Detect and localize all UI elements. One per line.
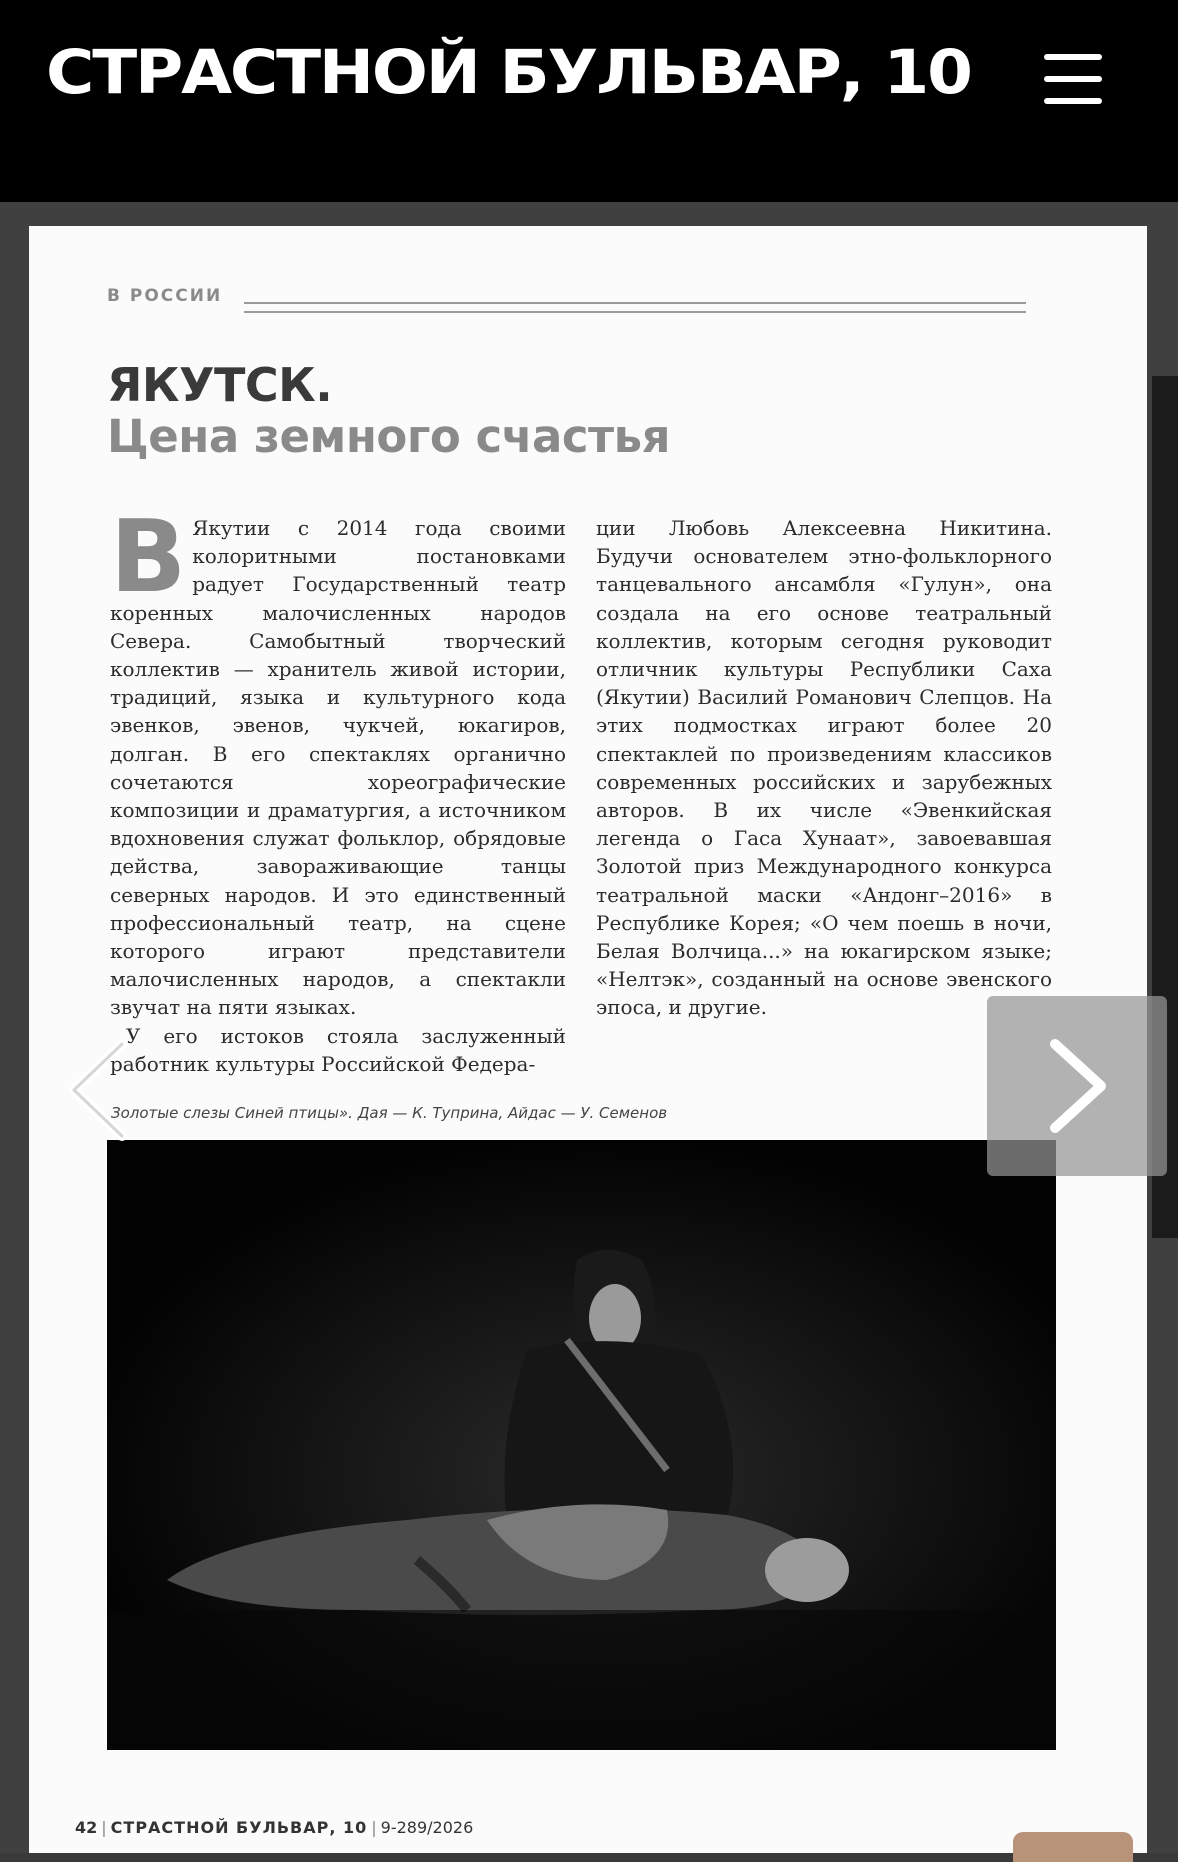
magazine-page bbox=[29, 226, 1147, 1853]
stage-photo-image bbox=[107, 1140, 1056, 1750]
photo-caption: Золотые слезы Синей птицы». Дая — К. Туприна, Айдас — У. Семенов bbox=[111, 1104, 668, 1122]
chevron-left-icon bbox=[60, 1030, 140, 1150]
paragraph: У его истоков стояла заслуженный работник культуры Российской Федера- bbox=[110, 1023, 566, 1076]
drop-cap: В bbox=[110, 498, 187, 615]
footer-magazine-name: СТРАСТНОЙ БУЛЬВАР, 10 bbox=[110, 1818, 368, 1837]
hamburger-menu-button[interactable] bbox=[1044, 54, 1106, 106]
hamburger-menu-icon bbox=[1044, 54, 1102, 60]
article-column-left bbox=[110, 498, 566, 1078]
site-logo-title[interactable]: СТРАСТНОЙ БУЛЬВАР, 10 bbox=[46, 37, 971, 108]
footer-separator: | bbox=[101, 1818, 107, 1837]
section-label: В РОССИИ bbox=[107, 286, 223, 306]
chevron-right-icon bbox=[987, 996, 1167, 1176]
stage-photo bbox=[107, 1140, 1056, 1750]
footer-separator: | bbox=[371, 1818, 377, 1837]
page-number: 42 bbox=[75, 1818, 98, 1837]
article-title: ЯКУТСК. bbox=[107, 358, 333, 412]
app-header bbox=[0, 0, 1178, 202]
hamburger-line bbox=[1044, 98, 1102, 104]
page-footer bbox=[75, 1818, 473, 1837]
hamburger-line bbox=[1044, 76, 1102, 82]
corner-tab[interactable] bbox=[1013, 1832, 1133, 1862]
paragraph: ции Любовь Алексеевна Никитина. Будучи основателем этно-фольклорного танцевального ансамбля «Гулун», она создала на его основе театральный коллектив, которым сегодня руководит отличник культуры Республики Саха (Якутии) Василий Романович Слепцов. На этих подмостках играют более 20 спектаклей по произведениям классиков современных российских и зарубежных авторов. В их числе «Эвенкийская легенда о Гаса Хунаат», завоевавшая Золотой приз Международного конкурса театральной маски «Андонг–2016» в Республике Корея; «О чем поешь в ночи, Белая Волчица...» на юкагирском языке; «Нелтэк», созданный на основе эвенского эпоса, и другие. bbox=[596, 516, 1052, 1020]
prev-page-button[interactable] bbox=[60, 1030, 140, 1150]
footer-issue: 9-289/2026 bbox=[380, 1818, 474, 1837]
section-rule bbox=[244, 302, 1026, 313]
paragraph bbox=[110, 498, 566, 1022]
paragraph-text: Якутии с 2014 года своими колоритными постановками радует Государственный театр коренных малочисленных народов Севера. Самобытный творческий коллектив — хранитель живой истории, традиций, языка и культурного кода эвенков, эвенов, чукчей, юкагиров, долган. В его спектаклях органично сочетаются хореографические композиции и драматургия, а источником вдохновения служат фольклор, обрядовые действа, завораживающие танцы северных народов. И это единственный профессиональный театр, на сцене которого играют представители малочисленных народов, а спектакли звучат на пяти языках. bbox=[110, 516, 566, 1020]
next-page-button[interactable] bbox=[987, 996, 1167, 1176]
article-subtitle: Цена земного счастья bbox=[107, 410, 670, 463]
article-column-right bbox=[596, 514, 1052, 1022]
